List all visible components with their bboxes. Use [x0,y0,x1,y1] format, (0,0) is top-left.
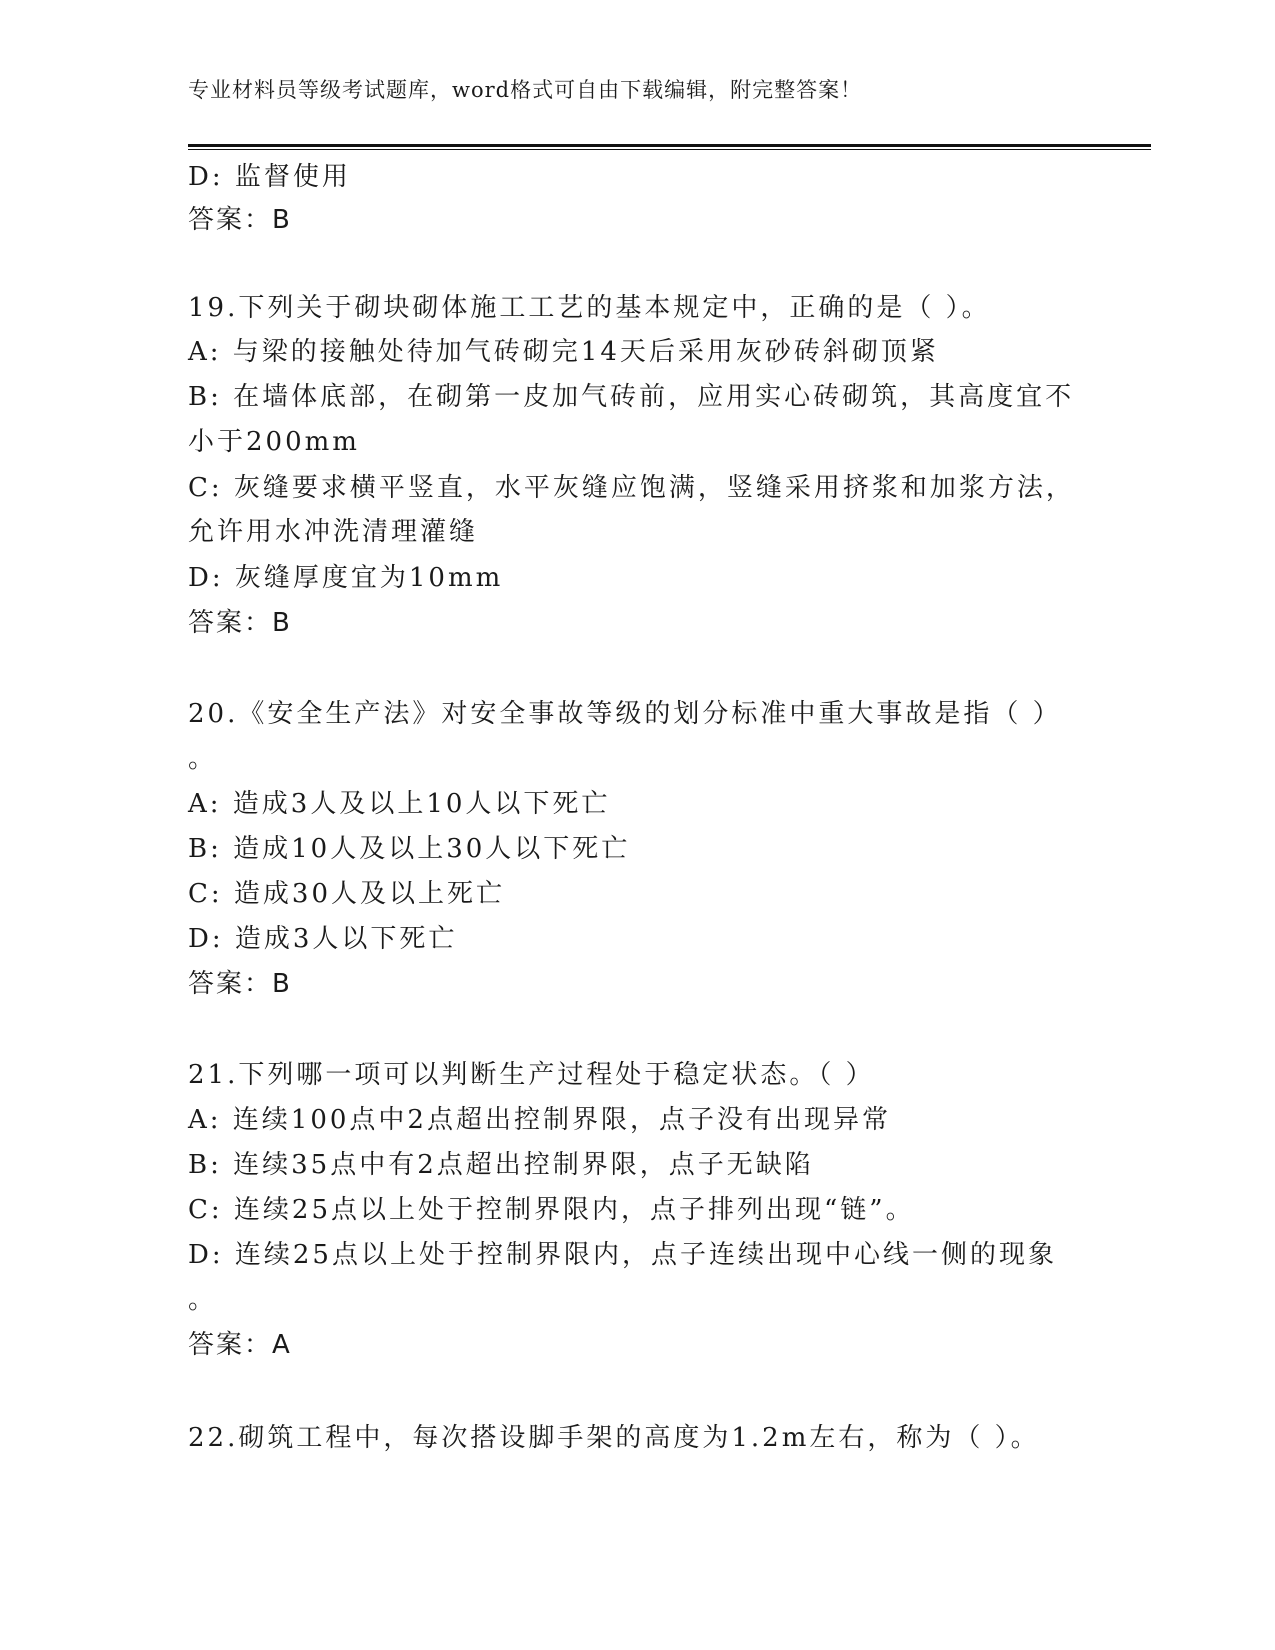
q19-stem: 19.下列关于砌块砌体施工工艺的基本规定中，正确的是（ ）。 [188,293,991,323]
prev-answer: 答案：B [188,205,292,235]
q21-option-b: B: 连续35点中有2点超出控制界限，点子无缺陷 [188,1150,814,1180]
q20-answer: 答案：B [188,969,292,999]
q19-option-c-line2: 允许用水冲洗清理灌缝 [188,517,479,547]
q21-stem: 21.下列哪一项可以判断生产过程处于稳定状态。（ ） [188,1060,875,1090]
q20-option-c: C: 造成30人及以上死亡 [188,879,506,909]
q21-option-c: C: 连续25点以上处于控制界限内，点子排列出现“链”。 [188,1195,915,1225]
q19-option-a: A: 与梁的接触处待加气砖砌完14天后采用灰砂砖斜砌顶紧 [188,337,939,367]
q19-option-d: D: 灰缝厚度宜为10mm [188,563,504,593]
q22-stem: 22.砌筑工程中，每次搭设脚手架的高度为1.2m左右，称为（ ）。 [188,1423,1040,1453]
header-rule-thin [188,149,1151,150]
header-rule-thick [188,144,1151,147]
q21-option-d-line1: D: 连续25点以上处于控制界限内，点子连续出现中心线一侧的现象 [188,1240,1057,1270]
q21-option-a: A: 连续100点中2点超出控制界限，点子没有出现异常 [188,1105,891,1135]
q21-option-d-line2: 。 [188,1285,218,1315]
q20-stem-line2: 。 [188,744,218,774]
q19-option-b-line1: B: 在墙体底部，在砌第一皮加气砖前，应用实心砖砌筑，其高度宜不 [188,382,1075,412]
q19-option-c-line1: C: 灰缝要求横平竖直，水平灰缝应饱满，竖缝采用挤浆和加浆方法， [188,473,1075,503]
q19-option-b-line2: 小于200mm [188,427,360,457]
prev-option-d: D: 监督使用 [188,162,351,192]
header-text: 专业材料员等级考试题库，word格式可自由下载编辑，附完整答案！ [188,78,863,102]
q19-answer: 答案：B [188,608,292,638]
q20-option-a: A: 造成3人及以上10人以下死亡 [188,789,611,819]
q20-option-d: D: 造成3人以下死亡 [188,924,458,954]
q20-stem-line1: 20.《安全生产法》对安全事故等级的划分标准中重大事故是指（ ） [188,699,1062,729]
q20-option-b: B: 造成10人及以上30人以下死亡 [188,834,631,864]
q21-answer: 答案：A [188,1330,292,1360]
